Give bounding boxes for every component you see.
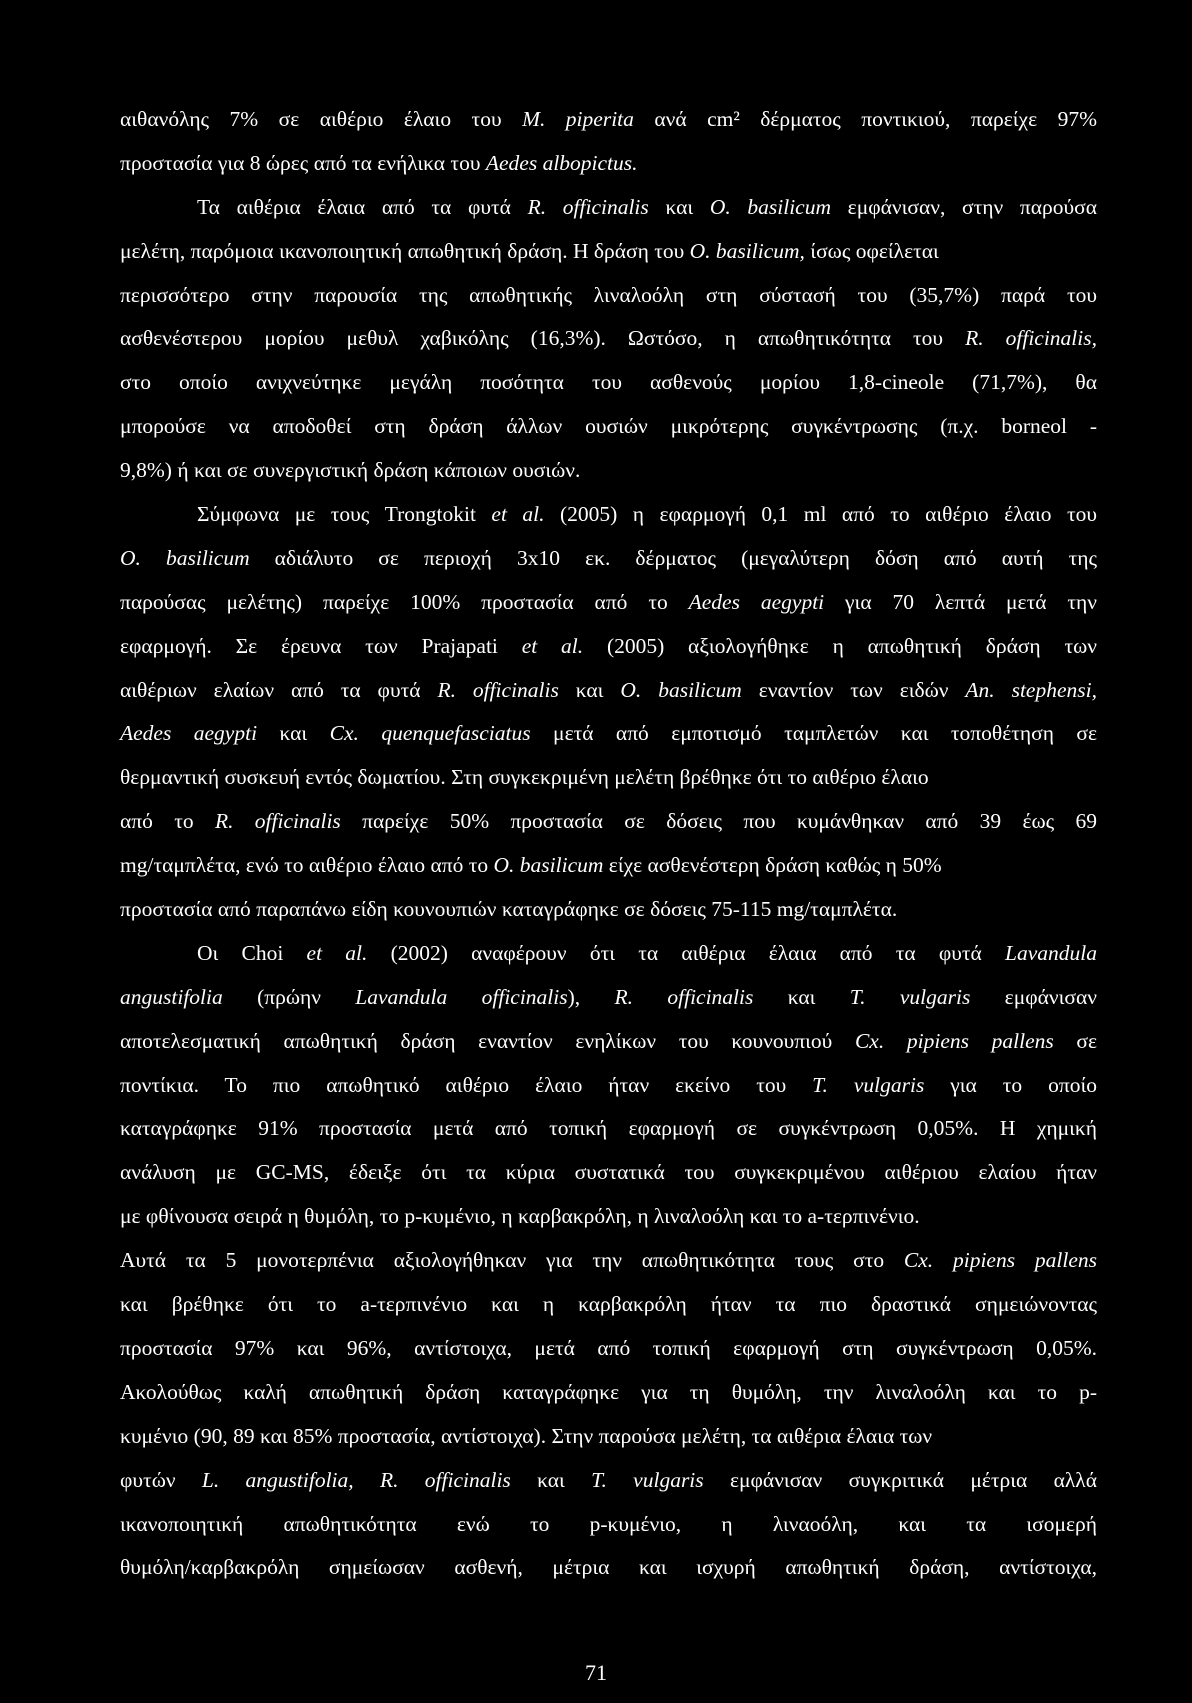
text-run: αιθέριων ελαίων από τα φυτά: [120, 677, 438, 702]
italic-term: O. basilicum: [493, 853, 604, 878]
text-line: [120, 230, 1097, 274]
text-run: ασθενέστερου μορίου μεθυλ χαβικόλης (16,3%). Ωστόσο, η απωθητικότητα του: [120, 326, 966, 351]
text-run: ίσως οφείλεται: [804, 238, 939, 263]
italic-term: L. angustifolia, R. officinalis: [201, 1467, 511, 1492]
text-line: [120, 844, 1097, 888]
text-run: εναντίον των ειδών: [741, 677, 966, 702]
text-run: και: [648, 194, 710, 219]
text-run: εφαρμογή. Σε έρευνα των Prajapati: [120, 633, 522, 658]
text-run: για 70 λεπτά μετά την: [824, 589, 1098, 614]
text-line: [120, 1195, 1097, 1239]
text-run: (πρώην: [222, 984, 356, 1009]
italic-term: M. piperita: [522, 107, 634, 131]
text-run: ποντίκια. Το πιο απωθητικό αιθέριο έλαιο ήταν εκείνο του: [120, 1072, 813, 1097]
text-line: [120, 537, 1097, 581]
text-run: mg/ταμπλέτα, ενώ το αιθέριο έλαιο από το: [120, 853, 494, 878]
text-run: και: [558, 677, 621, 702]
italic-term: Lavandula officinalis: [355, 984, 568, 1009]
text-run: παρούσας μελέτης) παρείχε 100% προστασία από το: [120, 589, 689, 614]
text-line: [120, 669, 1097, 713]
text-line: [120, 493, 1097, 537]
text-run: ικανοποιητική απωθητικότητα ενώ το p-κυμένιο, η λιναοόλη, και τα ισομερή: [120, 1511, 1097, 1536]
text-line: [120, 317, 1097, 361]
text-run: αδιάλυτο σε περιοχή 3x10 εκ. δέρματος (μεγαλύτερη δόση από αυτή της: [249, 545, 1097, 570]
text-run: Τα αιθέρια έλαια από τα φυτά: [197, 194, 528, 219]
text-run: αιθανόλης 7% σε αιθέριο έλαιο του: [120, 107, 523, 131]
text-run: μετά από εμποτισμό ταμπλετών και τοποθέτηση σε: [530, 721, 1098, 746]
text-line: [120, 142, 1097, 186]
text-line: [120, 1239, 1097, 1283]
text-run: εμφάνισαν: [970, 984, 1097, 1009]
italic-term: R. officinalis: [527, 194, 649, 219]
text-run: προστασία 97% και 96%, αντίστοιχα, μετά από τοπική εφαρμογή στη συγκέντρωση 0,05%.: [120, 1335, 1097, 1360]
text-line: [120, 1151, 1097, 1195]
text-run: εμφάνισαν, στην παρούσα: [831, 194, 1098, 219]
italic-term: O. basilicum: [709, 194, 832, 219]
text-line: [120, 1459, 1097, 1503]
text-line: [120, 976, 1097, 1020]
text-run: Ακολούθως καλή απωθητική δράση καταγράφηκε για τη θυμόλη, την λιναλοόλη και το p-: [120, 1379, 1097, 1404]
page-number: 71: [585, 1660, 607, 1685]
text-run: καταγράφηκε 91% προστασία μετά από τοπική εφαρμογή σε συγκέντρωση 0,05%. Η χημική: [120, 1116, 1097, 1141]
italic-term: T. vulgaris: [849, 984, 971, 1009]
italic-term: R. officinalis,: [965, 326, 1097, 351]
text-run: Σύμφωνα με τους Trongtokit: [197, 502, 492, 527]
body-text: [120, 98, 1097, 1590]
text-run: Οι Choi: [197, 940, 307, 965]
text-run: εμφάνισαν συγκριτικά μέτρια αλλά: [703, 1467, 1097, 1492]
italic-term: T. vulgaris: [591, 1467, 704, 1492]
italic-term: Cx. quenquefasciatus: [329, 721, 531, 746]
italic-term: O. basilicum,: [689, 238, 805, 263]
text-run: προστασία από παραπάνω είδη κουνουπιών καταγράφηκε σε δόσεις 75-115 mg/ταμπλέτα.: [120, 897, 898, 922]
text-run: φυτών: [120, 1467, 202, 1492]
text-run: κυμένιο (90, 89 και 85% προστασία, αντίστοιχα). Στην παρούσα μελέτη, τα αιθέρια έλαια των: [120, 1423, 933, 1448]
italic-term: R. officinalis: [614, 984, 754, 1009]
text-run: και: [510, 1467, 592, 1492]
italic-term: Aedes aegypti: [120, 721, 258, 746]
text-line: [120, 405, 1097, 449]
text-run: θυμόλη/καρβακρόλη σημείωσαν ασθενή, μέτρια και ισχυρή απωθητική δράση, αντίστοιχα,: [120, 1555, 1097, 1580]
text-line: [120, 712, 1097, 756]
italic-term: Aedes aegypti: [688, 589, 825, 614]
text-line: [120, 1107, 1097, 1151]
text-run: (2005) αξιολογήθηκε η απωθητική δράση των: [583, 633, 1097, 658]
text-line: [120, 274, 1097, 318]
text-run: περισσότερο στην παρουσία της απωθητικής λιναλοόλη στη σύστασή του (35,7%) παρά του: [120, 282, 1097, 307]
italic-term: T. vulgaris: [812, 1072, 925, 1097]
text-run: μπορούσε να αποδοθεί στη δράση άλλων ουσιών μικρότερης συγκέντρωσης (π.χ. borneol -: [120, 414, 1097, 439]
text-run: (2002) αναφέρουν ότι τα αιθέρια έλαια από τα φυτά: [367, 940, 1006, 965]
text-run: θερμαντική συσκευή εντός δωματίου. Στη συγκεκριμένη μελέτη βρέθηκε ότι το αιθέριο έλαιο: [120, 765, 929, 790]
text-run: Αυτά τα 5 μονοτερπένια αξιολογήθηκαν για την απωθητικότητα τους στο: [120, 1248, 904, 1273]
text-line: [120, 581, 1097, 625]
text-run: ανάλυση με GC-MS, έδειξε ότι τα κύρια συστατικά του συγκεκριμένου αιθέριου ελαίου ήταν: [120, 1160, 1097, 1185]
text-run: ανά cm² δέρματος ποντικιού, παρείχε 97%: [633, 107, 1097, 131]
text-run: παρείχε 50% προστασία σε δόσεις που κυμάνθηκαν από 39 έως 69: [340, 809, 1097, 834]
italic-term: angustifolia: [120, 984, 223, 1009]
text-line: [120, 1546, 1097, 1590]
text-line: [120, 888, 1097, 932]
text-line: [120, 98, 1097, 142]
text-run: και βρέθηκε ότι το a-τερπινένιο και η καρβακρόλη ήταν τα πιο δραστικά σημειώνοντας: [120, 1292, 1097, 1317]
italic-term: Cx. pipiens pallens: [903, 1248, 1097, 1273]
italic-term: O. basilicum: [120, 545, 250, 570]
text-line: [120, 1064, 1097, 1108]
text-line: [120, 932, 1097, 976]
text-line: [120, 186, 1097, 230]
text-run: σε: [1053, 1028, 1097, 1053]
text-line: [120, 1020, 1097, 1064]
text-line: [120, 1415, 1097, 1459]
italic-term: R. officinalis: [437, 677, 559, 702]
text-run: μελέτη, παρόμοια ικανοποιητική απωθητική δράση. Η δράση του: [120, 238, 690, 263]
text-line: [120, 1503, 1097, 1547]
text-run: 9,8%) ή και σε συνεργιστική δράση κάποιων ουσιών.: [120, 458, 581, 483]
text-run: είχε ασθενέστερη δράση καθώς η 50%: [603, 853, 942, 878]
italic-term: et al.: [306, 940, 368, 965]
italic-term: et al.: [491, 502, 545, 527]
italic-term: R. officinalis: [214, 809, 341, 834]
text-line: [120, 756, 1097, 800]
italic-term: An. stephensi,: [965, 677, 1097, 702]
text-run: ),: [567, 984, 615, 1009]
text-line: [120, 1327, 1097, 1371]
text-run: με φθίνουσα σειρά η θυμόλη, το p-κυμένιο, η καρβακρόλη, η λιναλοόλη και το a-τερπινένιο.: [120, 1204, 920, 1229]
text-line: [120, 1283, 1097, 1327]
text-run: για το οποίο: [924, 1072, 1097, 1097]
text-run: (2005) η εφαρμογή 0,1 ml από το αιθέριο έλαιο του: [544, 502, 1097, 527]
text-line: [120, 1371, 1097, 1415]
text-run: στο οποίο ανιχνεύτηκε μεγάλη ποσότητα του ασθενούς μορίου 1,8-cineole (71,7%), θα: [120, 370, 1097, 395]
italic-term: Lavandula: [1005, 940, 1097, 965]
text-line: [120, 361, 1097, 405]
italic-term: Aedes albopictus.: [485, 150, 638, 175]
text-run: και: [257, 721, 330, 746]
text-line: [120, 625, 1097, 669]
italic-term: Cx. pipiens pallens: [854, 1028, 1054, 1053]
text-run: και: [753, 984, 850, 1009]
text-line: [120, 800, 1097, 844]
italic-term: O. basilicum: [620, 677, 742, 702]
text-run: από το: [120, 809, 215, 834]
text-run: αποτελεσματική απωθητική δράση εναντίον ενηλίκων του κουνουπιού: [120, 1028, 855, 1053]
text-line: [120, 449, 1097, 493]
italic-term: et al.: [521, 633, 584, 658]
text-run: προστασία για 8 ώρες από τα ενήλικα του: [120, 150, 486, 175]
